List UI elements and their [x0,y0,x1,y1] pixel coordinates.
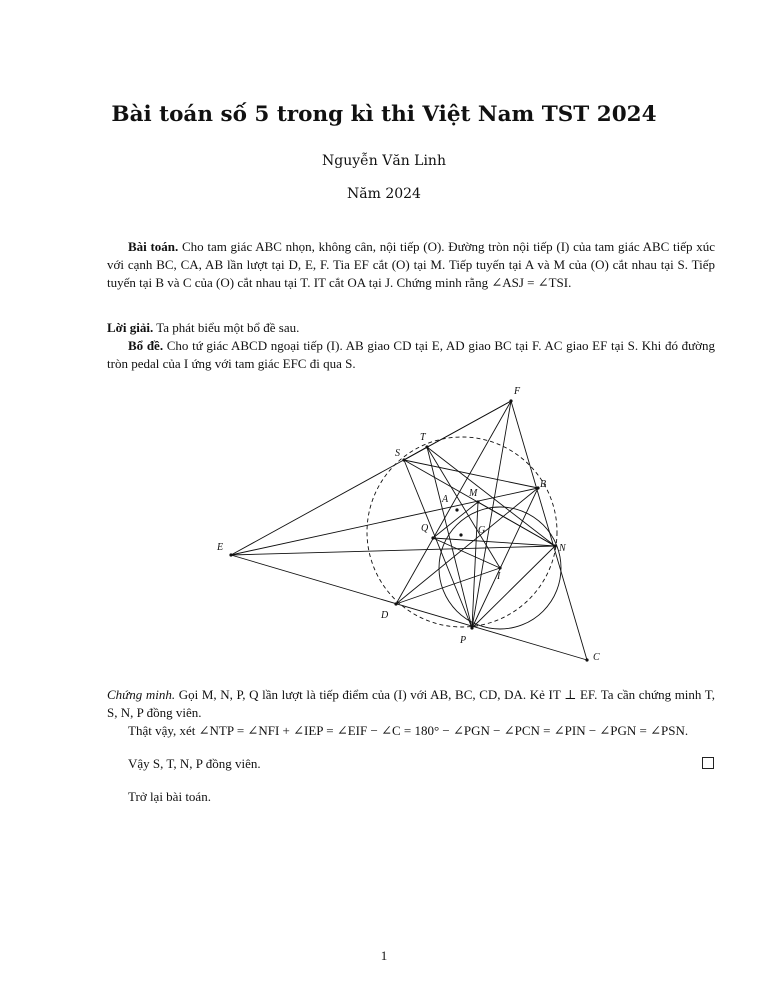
solution-intro [107,319,715,337]
proof-label: Chứng minh. [107,687,176,702]
label-E: E [217,542,224,553]
label-P: P [460,635,467,646]
label-N: N [559,543,566,554]
label-I: I [497,571,501,582]
label-B: B [540,479,547,490]
lemma-statement [107,337,715,373]
label-A: A [442,494,449,505]
label-C: C [593,652,600,663]
back-to-problem: Trở lại bài toán. [128,789,211,804]
qed-box [702,757,714,769]
proof-paragraph-1 [107,686,715,722]
label-Q: Q [421,523,429,534]
proof-paragraph-3: Vậy S, T, N, P đồng viên. [128,756,261,771]
label-T: T [420,432,426,443]
lemma-text: Cho tứ giác ABCD ngoại tiếp (I). AB giao CD tại E, AD giao BC tại F. AC giao EF tại S. Khi đó đường tròn pedal của I ứng với tam giác EFC đi qua S. [107,338,716,372]
problem-statement [107,238,715,293]
problem-label: Bài toán. [128,239,179,254]
paper-title: Bài toán số 5 trong kì thi Việt Nam TST 2024 [111,102,657,127]
lemma-label: Bổ đề. [128,338,164,353]
label-G: G [478,525,486,536]
label-M: M [469,488,478,499]
label-F: F [514,386,521,397]
label-D: D [381,610,389,621]
proof-text-1: Gọi M, N, P, Q lần lượt là tiếp điểm của (I) với AB, BC, CD, DA. Kẻ IT ⊥ EF. Ta cần chứng minh T, S, N, P đồng viên. [107,687,716,721]
geometry-figure [0,380,768,670]
date: Năm 2024 [347,186,421,202]
solution-text: Ta phát biểu một bổ đề sau. [156,320,300,335]
author: Nguyễn Văn Linh [322,153,446,169]
label-S: S [395,448,400,459]
page-number: 1 [380,948,388,963]
solution-label: Lời giải. [107,320,154,335]
problem-text: Cho tam giác ABC nhọn, không cân, nội tiếp (O). Đường tròn nội tiếp (I) của tam giác ABC tiếp xúc với cạnh BC, CA, AB lần lượt tại D, E, F. Tia EF cắt (O) tại M. Tiếp tuyến tại A và M của (O) cắt nhau tại S. Tiếp tuyến tại B và C của (O) cắt nhau tại T. IT cắt OA tại J. Chứng minh rằng ∠ASJ = ∠TSI. [107,239,716,291]
circle-through-points [367,437,557,627]
proof-paragraph-2: Thật vậy, xét ∠NTP = ∠NFI + ∠IEP = ∠EIF − ∠C = 180° − ∠PGN − ∠PCN = ∠PIN − ∠PGN = ∠PSN. [128,723,689,738]
